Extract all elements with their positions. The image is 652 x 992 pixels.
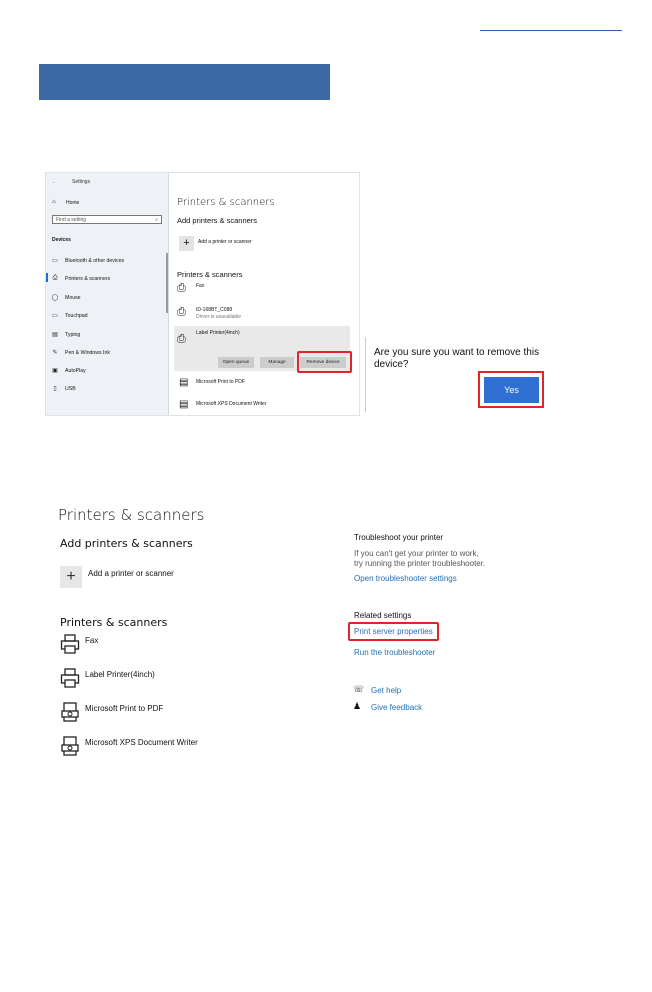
bluetooth-icon: ▭	[52, 258, 58, 264]
related-settings-heading: Related settings	[354, 611, 412, 620]
home-icon: ⌂	[52, 199, 56, 205]
dialog-question: Are you sure you want to remove this device?	[374, 347, 540, 370]
search-icon: ⌕	[155, 217, 158, 223]
add-printer-label[interactable]: Add a printer or scanner	[198, 239, 252, 245]
highlight-remove-device	[297, 351, 352, 373]
keyboard-icon: ▤	[52, 332, 58, 338]
feedback-person-icon: ♟	[353, 701, 362, 711]
mouse-icon: ◯	[51, 295, 59, 301]
yes-button[interactable]: Yes	[484, 377, 539, 403]
printer-icon	[60, 668, 80, 688]
sidebar-item-autoplay[interactable]: ▣ AutoPlay	[52, 367, 86, 374]
sidebar-item-pen[interactable]: ✎ Pen & Windows Ink	[52, 349, 110, 356]
sidebar-item-bluetooth[interactable]: ▭ Bluetooth & other devices	[52, 257, 125, 264]
lower-add-printer-label[interactable]: Add a printer or scanner	[88, 569, 174, 578]
add-heading: Add printers & scanners	[177, 216, 258, 225]
printer-icon: ⎙	[177, 282, 186, 294]
printer-item-label-selected[interactable]: ⎙ Label Printer(4inch)	[174, 326, 350, 371]
run-troubleshooter-link[interactable]: Run the troubleshooter	[354, 648, 436, 657]
highlight-print-server	[348, 622, 439, 641]
open-queue-button[interactable]: Open queue	[218, 357, 254, 368]
active-indicator	[46, 273, 48, 282]
settings-sidebar	[46, 173, 169, 415]
printer-icon: ⎙	[52, 275, 58, 281]
help-chat-icon: ☏	[353, 684, 365, 694]
pen-icon: ✎	[52, 350, 58, 356]
add-printer-plus-icon[interactable]: +	[60, 566, 82, 588]
autoplay-icon: ▣	[52, 368, 58, 374]
sidebar-scrollbar[interactable]	[166, 253, 168, 313]
sidebar-item-usb[interactable]: ▯ USB	[51, 385, 76, 392]
troubleshoot-line-1: If you can't get your printer to work,	[354, 549, 479, 558]
nav-home[interactable]: Home	[66, 200, 80, 206]
add-printer-plus-icon[interactable]: +	[179, 236, 194, 251]
settings-window-screenshot: ← Settings ⌂ Home Find a setting ⌕ Devices ▭ Bluetooth & other devices ⎙ Printers & scanners ◯ Mouse ▭ Touchpad ▤ Typing ✎ Pen & Windows Ink ▣ AutoPlay ▯ USB Printers & scanners Add printers & scanners + Add a printer or scanner Printers & scanners ⎙ Fax ⎙ ID-168BT_C088 Driver is unavailable ⎙ Label Printer(4inch) Open queue Manage Remove device ▤ Microsoft Print to PDF ▤ Microsoft XPS Document Writer	[45, 172, 360, 416]
printers-heading: Printers & scanners	[177, 270, 243, 279]
sidebar-item-touchpad[interactable]: ▭ Touchpad	[52, 312, 88, 319]
search-input[interactable]: Find a setting ⌕	[52, 215, 162, 224]
troubleshoot-heading: Troubleshoot your printer	[354, 533, 444, 542]
page-title: Printers & scanners	[177, 197, 275, 208]
lower-add-heading: Add printers & scanners	[60, 537, 193, 550]
lower-printer-xps[interactable]: Microsoft XPS Document Writer	[85, 738, 198, 747]
sidebar-item-mouse[interactable]: ◯ Mouse	[51, 294, 81, 301]
usb-icon: ▯	[53, 386, 57, 392]
document-printer-icon	[60, 702, 80, 722]
window-title: Settings	[72, 179, 91, 185]
document-printer-icon	[60, 736, 80, 756]
sidebar-item-typing[interactable]: ▤ Typing	[52, 331, 81, 338]
print-server-properties-link[interactable]: Print server properties	[354, 627, 433, 636]
printer-icon: ⎙	[177, 333, 186, 345]
troubleshoot-line-2: try running the printer troubleshooter.	[354, 559, 486, 568]
lower-printer-pdf[interactable]: Microsoft Print to PDF	[85, 704, 164, 713]
document-printer-icon: ▤	[179, 377, 189, 388]
remove-device-button[interactable]: Remove device	[300, 357, 346, 368]
lower-printers-heading: Printers & scanners	[60, 616, 168, 629]
back-arrow-icon[interactable]: ←	[52, 179, 57, 185]
open-troubleshooter-link[interactable]: Open troubleshooter settings	[354, 574, 457, 583]
section-devices: Devices	[52, 237, 71, 243]
manage-button[interactable]: Manage	[260, 357, 294, 368]
printer-icon	[60, 634, 80, 654]
lower-printer-label[interactable]: Label Printer(4inch)	[85, 670, 155, 679]
section-banner	[39, 64, 330, 100]
top-rule-link	[480, 30, 622, 31]
give-feedback-link[interactable]: Give feedback	[371, 703, 423, 712]
printer-icon: ⎙	[177, 306, 186, 318]
lower-printer-fax[interactable]: Fax	[85, 636, 99, 645]
document-printer-icon: ▤	[179, 399, 189, 410]
sidebar-item-printers[interactable]: ⎙ Printers & scanners	[52, 275, 111, 282]
get-help-link[interactable]: Get help	[371, 686, 402, 695]
lower-page-title: Printers & scanners	[58, 506, 205, 524]
touchpad-icon: ▭	[52, 313, 58, 319]
